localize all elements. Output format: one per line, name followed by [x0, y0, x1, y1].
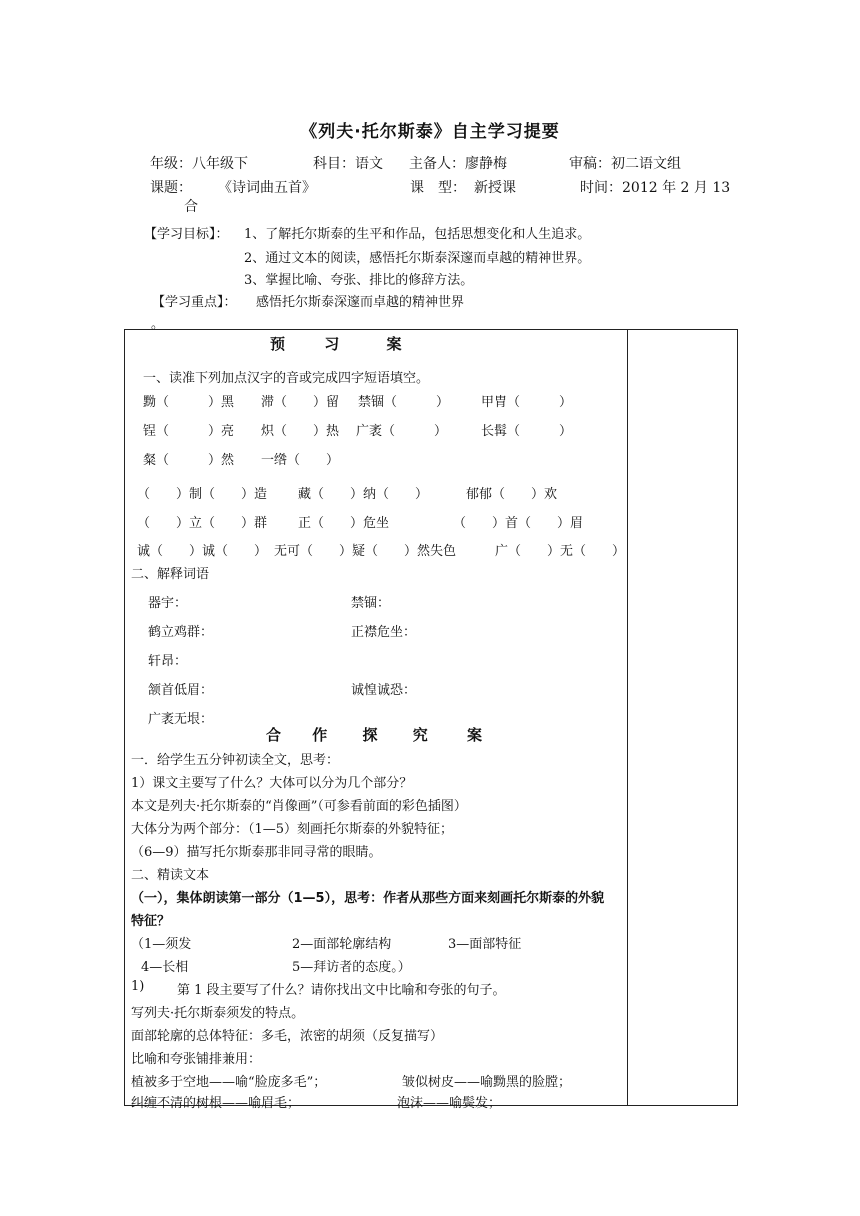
answer-line: 面部轮廓的总体特征：多毛，浓密的胡须（反复描写）: [131, 1029, 444, 1044]
pinyin-item: 禁锢（ ）: [358, 395, 450, 410]
answer-line: 写列夫·托尔斯泰须发的特点。: [131, 1006, 305, 1021]
focus-tail: 。: [151, 317, 165, 332]
idiom-item: 郁郁（ ）欢: [466, 487, 558, 502]
pinyin-item: 粲（ ）然: [143, 453, 235, 468]
goal-2: 2、通过文本的阅读，感悟托尔斯泰深邃而卓越的精神世界。: [244, 251, 591, 266]
review-label: 审稿：初二语文组: [569, 156, 681, 172]
term-item: 轩昂：: [148, 654, 188, 669]
idiom-item: 正（ ）危坐: [298, 516, 390, 531]
topic-value: 《诗词曲五首》: [218, 180, 316, 196]
question-text: 第 1 段主要写了什么？请你找出文中比喻和夸张的句子。: [177, 983, 506, 998]
explore-bold-question-cont: 特征？: [131, 914, 171, 929]
explore-heading-char-4: 究: [412, 726, 428, 744]
answer-line: 比喻和夸张铺排兼用：: [131, 1052, 262, 1067]
explore-line: 1）课文主要写了什么？大体可以分为几个部分？: [131, 776, 413, 791]
topic-label: 课题：: [150, 180, 192, 196]
explore-line: 本文是列夫·托尔斯泰的“肖像画”（可参看前面的彩色插图）: [131, 799, 467, 814]
subject-label: 科目：语文: [313, 156, 383, 172]
explore-heading: [266, 724, 482, 745]
metaphor-item: 纠缠不清的树根——喻眉毛；: [131, 1096, 301, 1111]
pinyin-item: 甲胄（ ）: [481, 395, 573, 410]
term-item: 广袤无垠：: [148, 712, 214, 727]
explore-heading-char-2: 作: [312, 726, 328, 744]
preparer-label: 主备人：廖静梅: [409, 156, 507, 172]
part-item: （1—须发: [131, 937, 192, 952]
lesson-type-value: 新授课: [474, 180, 516, 196]
explore-bold-question: （一），集体朗读第一部分（1—5），思考：作者从那些方面来刻画托尔斯泰的外貌: [131, 891, 605, 906]
term-item: 诚惶诚恐：: [351, 683, 417, 698]
term-item: 颔首低眉：: [148, 683, 214, 698]
metaphor-item: 皱似树皮——喻黝黑的脸膛；: [402, 1075, 572, 1090]
preview-heading: [270, 333, 402, 354]
table-column-divider: [627, 329, 628, 1106]
part-item: 3—面部特征: [448, 937, 522, 952]
idiom-item: （ ）首（ ）眉: [453, 516, 584, 531]
explore-line: 大体分为两个部分：（1—5）刻画托尔斯泰的外貌特征；: [131, 822, 454, 837]
preview-heading-char-3: 案: [386, 335, 402, 353]
idiom-item: 诚（ ）诚（ ）: [137, 544, 268, 559]
goal-3: 3、掌握比喻、夸张、排比的修辞方法。: [244, 273, 474, 288]
preview-heading-char-1: 预: [270, 335, 286, 353]
explore-line: （6—9）描写托尔斯泰那非同寻常的眼睛。: [131, 845, 382, 860]
goal-1: 1、了解托尔斯泰的生平和作品，包括思想变化和人生追求。: [244, 227, 591, 242]
focus-label: 【学习重点】：: [152, 295, 237, 310]
explore-line: 二、精读文本: [131, 868, 210, 883]
pinyin-item: 广袤（ ）: [356, 424, 448, 439]
explore-heading-char-3: 探: [362, 726, 378, 744]
term-item: 禁锢：: [351, 596, 391, 611]
idiom-item: （ ）制（ ）造: [137, 487, 268, 502]
preview-heading-char-2: 习: [324, 335, 340, 353]
focus-text: 感悟托尔斯泰深邃而卓越的精神世界: [256, 295, 465, 310]
part-item: 5—拜访者的态度。）: [292, 960, 411, 975]
idiom-item: 藏（ ）纳（ ）: [298, 487, 429, 502]
part-item: 2—面部轮廓结构: [292, 937, 392, 952]
pinyin-item: 长髯（ ）: [481, 424, 573, 439]
question-number: 1): [131, 979, 145, 994]
part-item: 4—长相: [141, 960, 189, 975]
term-item: 器宇：: [148, 596, 188, 611]
pinyin-item: 滞（ ）留: [261, 395, 340, 410]
page-title: 《列夫·托尔斯泰》自主学习提要: [300, 122, 560, 142]
metaphor-item: 植被多于空地——喻“脸庞多毛”；: [131, 1075, 327, 1090]
time-wrap: 合: [184, 199, 198, 215]
grade-label: 年级：八年级下: [150, 156, 248, 172]
idiom-item: 广（ ）无（ ）: [495, 544, 626, 559]
explore-heading-char-1: 合: [266, 726, 282, 744]
pinyin-item: 黝（ ）黑: [143, 395, 235, 410]
goals-label: 【学习目标】：: [144, 227, 229, 242]
pinyin-item: 一绺（ ）: [261, 453, 340, 468]
preview-question-1: 一、读准下列加点汉字的音或完成四字短语填空。: [143, 371, 430, 386]
explore-heading-char-5: 案: [467, 726, 483, 744]
idiom-item: （ ）立（ ）群: [137, 516, 268, 531]
pinyin-item: 锃（ ）亮: [143, 424, 235, 439]
term-item: 鹤立鸡群：: [148, 625, 214, 640]
lesson-type-label: 课 型：: [410, 180, 466, 196]
pinyin-item: 炽（ ）热: [261, 424, 340, 439]
metaphor-item: 泡沫——喻鬓发；: [397, 1096, 502, 1111]
preview-question-2: 二、解释词语: [131, 567, 210, 582]
explore-line: 一．给学生五分钟初读全文，思考：: [131, 753, 340, 768]
time-label: 时间：2012 年 2 月 13: [580, 180, 731, 196]
term-item: 正襟危坐：: [351, 625, 417, 640]
idiom-item: 无可（ ）疑（ ）然失色: [274, 544, 457, 559]
